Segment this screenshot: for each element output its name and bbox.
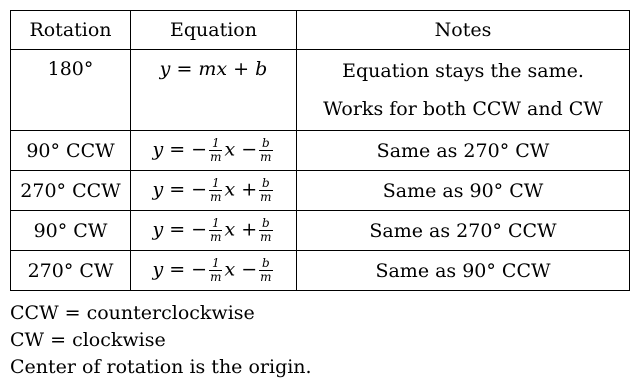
equation-mid: x − (224, 138, 258, 161)
fraction (259, 217, 272, 244)
legend-cw: CW = clockwise (10, 329, 166, 351)
equation-cell (131, 211, 297, 251)
table-row (11, 131, 630, 171)
fraction-denominator: m (210, 150, 222, 164)
fraction (209, 257, 222, 284)
fraction-numerator: b (259, 177, 272, 191)
note-line: Works for both CCW and CW (323, 98, 603, 120)
fraction-numerator: 1 (209, 177, 222, 191)
header-equation: Equation (131, 11, 297, 50)
equation-lhs: y = − (152, 218, 208, 241)
fraction-numerator: 1 (209, 217, 222, 231)
fraction (209, 137, 222, 164)
notes-cell: Same as 270° CCW (297, 211, 630, 251)
fraction-numerator: 1 (209, 137, 222, 151)
fraction-denominator: m (260, 190, 272, 204)
rotation-cell: 270° CCW (11, 171, 131, 211)
note-line: Equation stays the same. (342, 60, 584, 82)
fraction-denominator: m (210, 190, 222, 204)
fraction-denominator: m (210, 230, 222, 244)
equation-cell (131, 171, 297, 211)
fraction (259, 257, 272, 284)
fraction-numerator: b (259, 217, 272, 231)
rotation-cell: 270° CW (11, 251, 131, 291)
equation-cell: y = mx + b (131, 50, 297, 131)
fraction-numerator: b (259, 257, 272, 271)
equation-lhs: y = − (152, 258, 208, 281)
fraction (259, 177, 272, 204)
equation-lhs: y = − (152, 138, 208, 161)
rotation-table (10, 10, 630, 291)
fraction (209, 217, 222, 244)
equation-mid: x − (224, 258, 258, 281)
fraction-numerator: b (259, 137, 272, 151)
fraction (209, 177, 222, 204)
notes-cell (297, 50, 630, 131)
fraction (259, 137, 272, 164)
rotation-cell: 90° CW (11, 211, 131, 251)
table-row (11, 50, 630, 131)
equation-lhs: y = − (152, 178, 208, 201)
rotation-cell: 90° CCW (11, 131, 131, 171)
legend-center: Center of rotation is the origin. (10, 356, 312, 378)
notes-cell: Same as 270° CW (297, 131, 630, 171)
table-header-row (11, 11, 630, 50)
header-rotation: Rotation (11, 11, 131, 50)
table-row (11, 251, 630, 291)
legend-ccw: CCW = counterclockwise (10, 302, 255, 324)
legend (10, 300, 312, 381)
fraction-numerator: 1 (209, 257, 222, 271)
notes-cell: Same as 90° CCW (297, 251, 630, 291)
fraction-denominator: m (260, 270, 272, 284)
header-notes: Notes (297, 11, 630, 50)
rotation-cell: 180° (11, 50, 131, 131)
notes-cell: Same as 90° CW (297, 171, 630, 211)
table-row (11, 171, 630, 211)
equation-mid: x + (224, 178, 258, 201)
fraction-denominator: m (260, 150, 272, 164)
fraction-denominator: m (260, 230, 272, 244)
equation-cell (131, 251, 297, 291)
table-row (11, 211, 630, 251)
equation-cell (131, 131, 297, 171)
fraction-denominator: m (210, 270, 222, 284)
equation-mid: x + (224, 218, 258, 241)
